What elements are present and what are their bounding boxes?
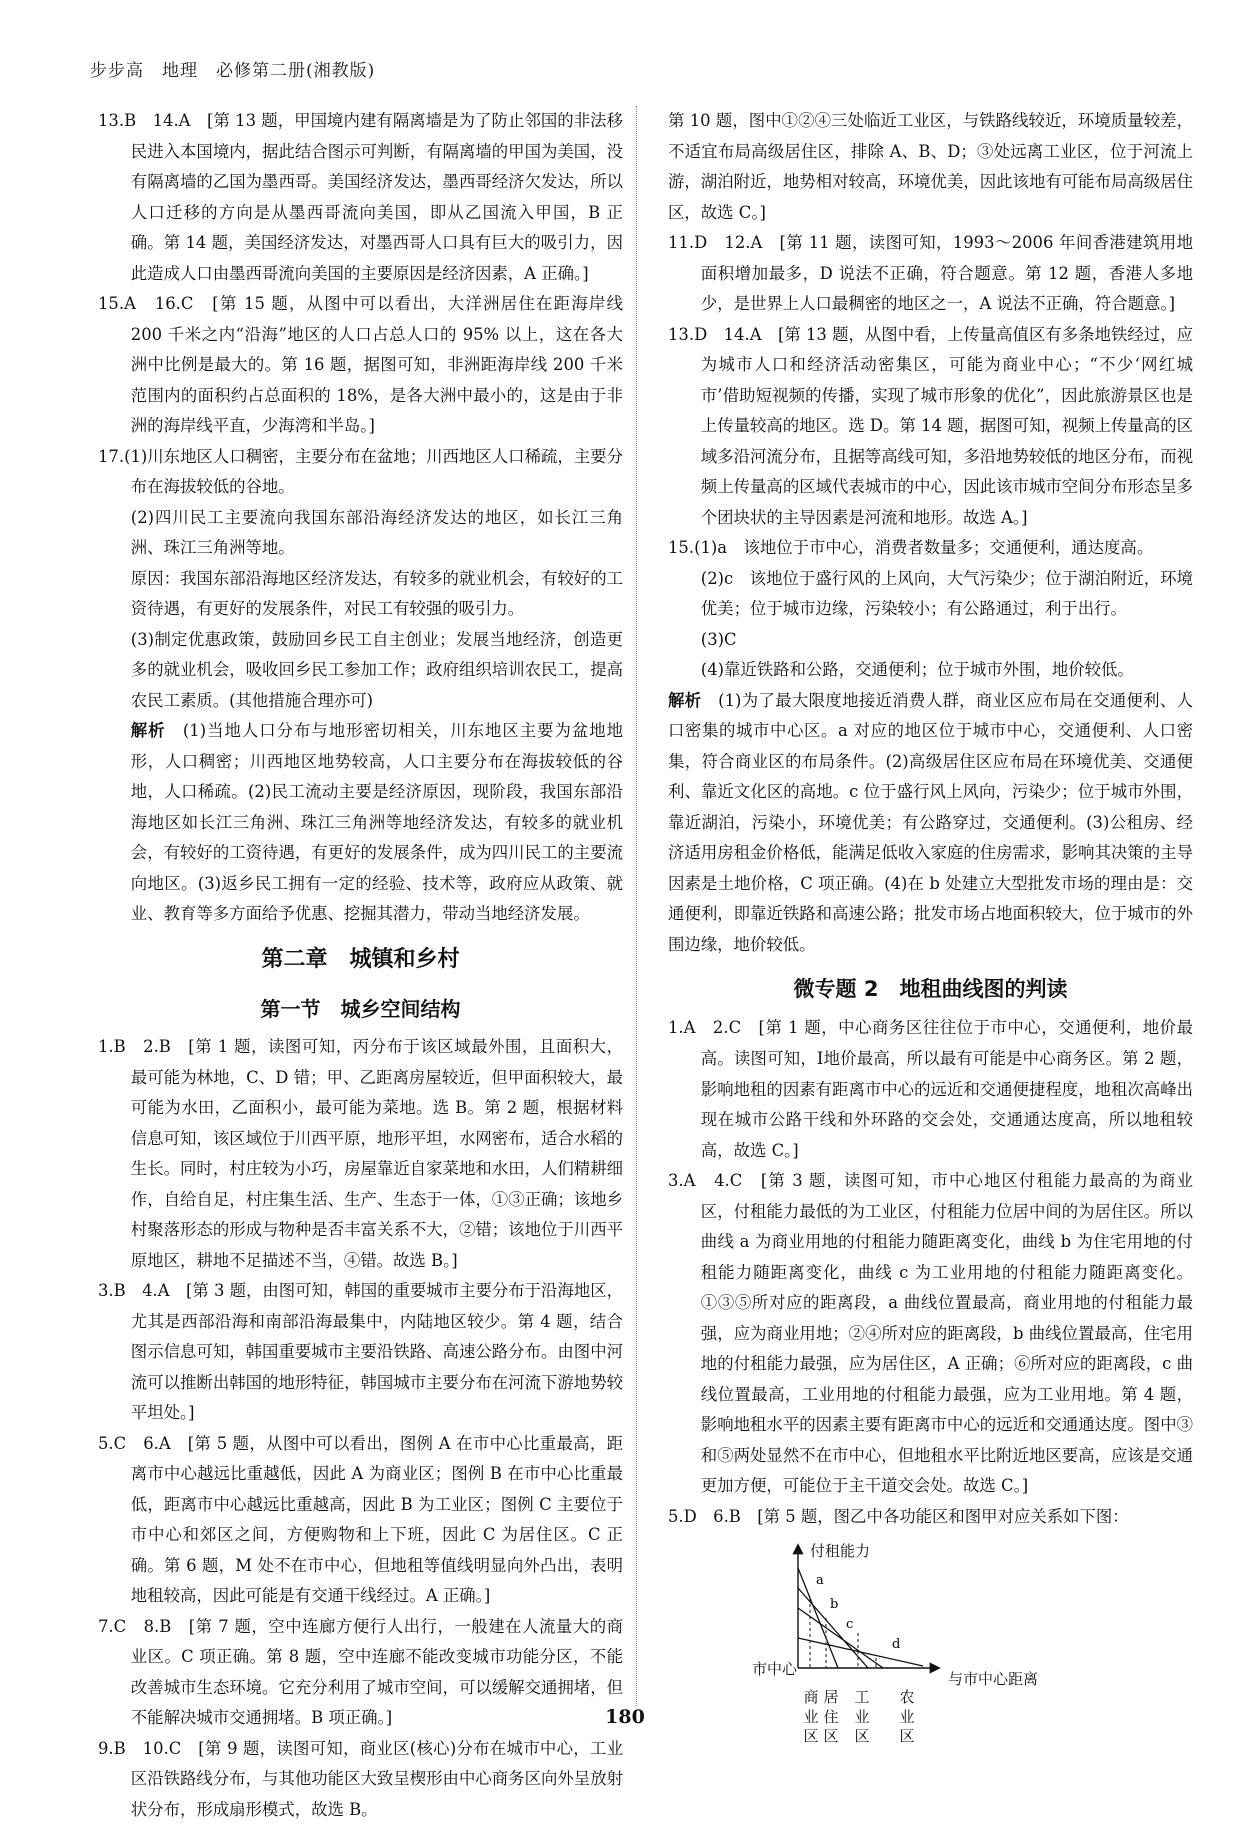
answer-11-12: 11.D 12.A [第 11 题，读图可知，1993～2006 年间香港建筑用地面积增加最多，D 说法不正确，符合题意。第 12 题，香港人多地少，是世界上人口最稠密的地区之一，A 说法不正确，符合题意。] [668,233,1193,314]
analysis-text: (1)当地人口分布与地形密切相关，川东地区主要为盆地地形，人口稠密；川西地区地势较高，人口主要分布在海拔较低的谷地，人口稀疏。(2)民工流动主要是经济原因，现阶段，我国东部沿海地区如长江三角洲、珠江三角洲等地经济发达，有较多的就业机会，有较好的工资待遇，有更好的发展条件，成为四川民工的主要流向地区。(3)返乡民工拥有一定的经验、技术等，政府应从政策、就业、教育等多方面给予优惠、挖掘其潜力，带动当地经济发展。 [130,721,624,924]
answer-17: 17.(1)川东地区人口稠密，主要分布在盆地；川西地区人口稀疏，主要分布在海拔较低的谷地。 [98,446,623,497]
bid-rent-diagram [752,1538,1138,1768]
answer-15-analysis [668,686,1193,961]
answer-17-part3: (3)制定优惠政策，鼓励回乡民工自主创业；发展当地经济，创造更多的就业机会，吸收回乡民工参加工作；政府组织培训农民工，提高农民工素质。(其他措施合理亦可) [130,629,623,710]
answer-15-part2: (2)c 该地位于盛行风的上风向，大气污染少；位于湖泊附近，环境优美；位于城市边缘，污染较小；有公路通过，利于出行。 [700,568,1193,619]
zone-residential: 居 住 区 [823,1688,839,1746]
curve-label-a: a [816,1573,824,1589]
curve-label-c: c [846,1617,854,1633]
mini-topic-title: 微专题 2 地租曲线图的判读 [793,977,1068,1002]
page-header: 步步高 地理 必修第二册(湘教版) [90,61,376,81]
answer-1-2: 1.B 2.B [第 1 题，读图可知，丙分布于该区域最外围，且面积大，最可能为林地，C、D 错；甲、乙距离房屋较近，但甲面积较大，最可能为水田，乙面积小，最可能为菜地。选 B。第 2 题，根据材料信息可知，该区域位于川西平原，地形平坦，水网密布，适合水稻的生长。同时，村庄较为小巧，房屋靠近自家菜地和水田，人们精耕细作，自给自足，村庄集生活、生产、生态于一体，①③正确；该地乡村聚落形态的形成与物种是否丰富关系不大，②错；该地位于川西平原地区，耕地不足描述不当，④错。故选 B。] [98,1037,623,1270]
curve-label-b: b [830,1597,839,1613]
zone-industrial: 工 业 区 [854,1688,870,1746]
answer-15-part3: (3)C [700,629,737,649]
analysis-text: (1)为了最大限度地接近消费人群，商业区应布局在交通便利、人口密集的城市中心区。a 对应的地区位于城市中心，交通便利、人口密集，符合商业区的布局条件。(2)高级居住区应布局在环境优美、交通便利、靠近文化区的高地。c 位于盛行风上风向，污染少；位于城市外围，靠近湖泊，污染小，环境优美；有公路穿过，交通便利。(3)公租房、经济适用房租金价格低，能满足低收入家庭的住房需求，影响其决策的主导因素是土地价格，C 项正确。(4)在 b 处建立大型批发市场的理由是：交通便利，即靠近铁路和高速公路；批发市场占地面积较大，位于城市的外围边缘，地价较低。 [668,690,1193,954]
answer-5-6: 5.C 6.A [第 5 题，从图中可以看出，图例 A 在市中心比重最高，距离市中心越远比重越低，因此 A 为商业区；图例 B 在市中心比重最低，距离市中心越远比重越高，因此 B 为工业区；图例 C 主要位于市中心和郊区之间，方便购物和上下班，因此 C 为居住区。C 正确。第 6 题，M 处不在市中心，但地租等值线明显向外凸出，表明地租较高，因此可能是有交通干线经过。A 正确。] [98,1433,623,1606]
answer-13-14-b: 13.D 14.A [第 13 题，从图中看，上传量高值区有多条地铁经过，应为城市人口和经济活动密集区，可能为商业中心；“不少‘网红城市’借助短视频的传播，实现了城市形象的优化”，因此旅游景区也是上传量较高的地区。选 D。第 14 题，据图可知，视频上传量高的区域多沿河流分布，且据等高线可知，多沿地势较低的地区分布，而视频上传量高的区域代表城市的中心，因此该市城市空间分布形态呈多个团块状的主导因素是河流和地形。故选 A。] [668,324,1193,527]
analysis-label: 解析 [668,690,702,710]
page-number: 180 [605,1706,645,1728]
answer-10-cont: 第 10 题，图中①②④三处临近工业区，与铁路线较近，环境质量较差，不适宜布局高级居住区，排除 A、B、D；③处远离工业区，位于河流上游，湖泊附近，地势相对较高，环境优美，因此该地有可能布局高级居住区，故选 C。] [668,111,1193,222]
answer-3-4: 3.B 4.A [第 3 题，由图可知，韩国的重要城市主要分布于沿海地区，尤其是西部沿海和南部沿海最集中，内陆地区较少。第 4 题，结合图示信息可知，韩国重要城市主要沿铁路、高速公路分布。由图中河流可以推断出韩国的地形特征，韩国城市主要分布在河流下游地势较平坦处。] [98,1281,623,1423]
zone-commercial: 商 业 区 [803,1688,819,1746]
chapter-title: 第二章 城镇和乡村 [261,946,460,972]
answer-9-10: 9.B 10.C [第 9 题，读图可知，商业区(核心)分布在城市中心，工业区沿铁路线分布，与其他功能区大致呈楔形由中心商务区向外呈放射状分布，形成扇形模式，故选 B。 [98,1738,623,1819]
answer-mini-1-2: 1.A 2.C [第 1 题，中心商务区往往位于市中心，交通便利，地价最高。读图可知，Ⅰ地价最高，所以最有可能是中心商务区。第 2 题，影响地租的因素有距离市中心的远近和交通便捷程度，地租次高峰出现在城市公路干线和外环路的交会处，交通通达度高，所以地租较高，故选 C。] [668,1018,1193,1160]
answer-mini-3-4: 3.A 4.C [第 3 题，读图可知，市中心地区付租能力最高的为商业区，付租能力最低的为工业区，付租能力位居中间的为居住区。所以曲线 a 为商业用地的付租能力随距离变化，曲线 b 为住宅用地的付租能力随距离变化，曲线 c 为工业用地的付租能力随距离变化。①③⑤所对应的距离段，a 曲线位置最高，商业用地的付租能力最强，应为商业用地；②④所对应的距离段，b 曲线位置最高，住宅用地的付租能力最强，应为居住区，A 正确；⑥所对应的距离段，c 曲线位置最高，工业用地的付租能力最强，应为工业用地。第 4 题，影响地租水平的因素主要有距离市中心的远近和交通通达度。图中③和⑤两处显然不在市中心，但地租水平比附近地区要高，应该是交通更加方便，可能位于主干道交会处。故选 C。] [668,1171,1193,1496]
x-axis-label: 与市中心距离 [948,1670,1039,1689]
answer-17-part2: (2)四川民工主要流向我国东部沿海经济发达的地区，如长江三角洲、珠江三角洲等地。 [130,507,623,558]
answer-13-14: 13.B 14.A [第 13 题，甲国境内建有隔离墙是为了防止邻国的非法移民进入本国境内，据此结合图示可判断，有隔离墙的甲国为美国，没有隔离墙的乙国为墨西哥。美国经济发达，墨西哥经济欠发达，所以人口迁移的方向是从墨西哥流向美国，即从乙国流入甲国，B 正确。第 14 题，美国经济发达，对墨西哥人口具有巨大的吸引力，因此造成人口由墨西哥流向美国的主要原因是经济因素，A 正确。] [98,111,623,283]
answer-15-16: 15.A 16.C [第 15 题，从图中可以看出，大洋洲居住在距海岸线 200 千米之内“沿海”地区的人口占总人口的 95% 以上，这在各大洲中比例是最大的。第 16 题，据图可知，非洲距海岸线 200 千米范围内的面积约占总面积的 18%，是各大洲中最小的，这是由于非洲的海岸线平直，少海湾和半岛。] [98,294,623,436]
answer-17-reason: 原因：我国东部沿海地区经济发达，有较多的就业机会，有较好的工资待遇，有更好的发展条件，对民工有较强的吸引力。 [130,568,623,619]
answer-15: 15.(1)a 该地位于市中心，消费者数量多；交通便利，通达度高。 [668,538,1154,558]
answer-17-analysis [98,716,623,930]
section-title: 第一节 城乡空间结构 [260,996,461,1021]
left-column [98,106,623,1825]
column-divider [636,106,637,1706]
curve-label-d: d [892,1637,901,1653]
origin-label: 市中心 [752,1660,798,1679]
answer-7-8: 7.C 8.B [第 7 题，空中连廊方便行人出行，一般建在人流量大的商业区。C 项正确。第 8 题，空中连廊不能改变城市功能分区，不能改善城市生态环境。它充分利用了城市空间，可以缓解交通拥堵，但不能解决城市交通拥堵。B 项正确。] [98,1616,623,1728]
curve-c [798,1608,883,1668]
y-axis-label: 付租能力 [810,1542,871,1561]
analysis-label: 解析 [130,721,166,741]
answer-15-part4: (4)靠近铁路和公路，交通便利；位于城市外围，地价较低。 [700,660,1134,680]
zone-agricultural: 农 业 区 [899,1688,915,1746]
answer-mini-5-6: 5.D 6.B [第 5 题，图乙中各功能区和图甲对应关系如下图： [668,1506,1129,1526]
right-column [668,106,1193,1768]
curve-d [798,1638,923,1666]
